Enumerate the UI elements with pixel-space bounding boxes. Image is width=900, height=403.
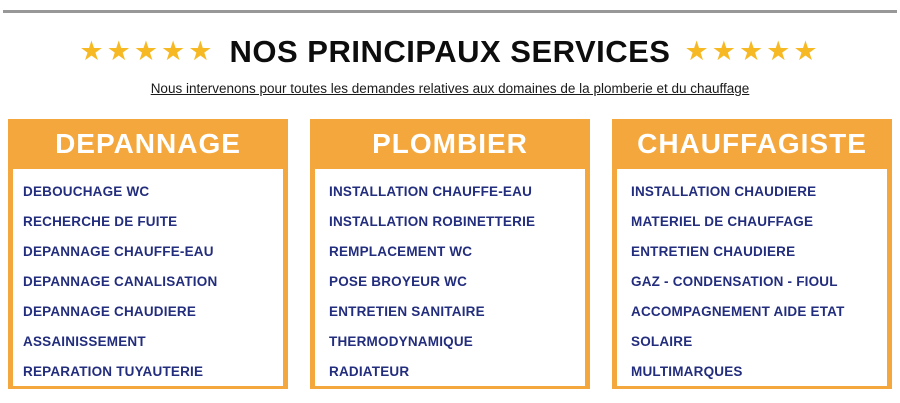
service-column-depannage <box>8 119 288 389</box>
service-link[interactable]: GAZ - CONDENSATION - FIOUL <box>631 273 838 289</box>
column-header-chauffagiste: CHAUFFAGISTE <box>637 128 867 159</box>
service-link[interactable]: DEPANNAGE CANALISATION <box>23 273 218 289</box>
title-row <box>0 31 900 71</box>
service-link[interactable]: SOLAIRE <box>631 333 693 349</box>
column-header-plombier: PLOMBIER <box>372 128 528 159</box>
service-column-plombier <box>310 119 590 389</box>
section-subtitle: Nous intervenons pour toutes les demandes relatives aux domaines de la plomberie et du chauffage <box>150 81 750 96</box>
page-title: NOS PRINCIPAUX SERVICES <box>229 33 671 69</box>
service-link[interactable]: POSE BROYEUR WC <box>329 273 468 289</box>
star-icon: ★ <box>738 35 767 66</box>
star-icon: ★ <box>793 35 821 66</box>
service-link[interactable]: MULTIMARQUES <box>631 363 743 379</box>
star-icon: ★ <box>133 35 162 66</box>
star-icon: ★ <box>188 35 216 66</box>
service-link[interactable]: DEPANNAGE CHAUFFE-EAU <box>23 243 214 259</box>
column-body-depannage <box>13 169 283 386</box>
star-icon: ★ <box>684 35 712 66</box>
service-link[interactable]: REPARATION TUYAUTERIE <box>23 363 204 379</box>
top-divider <box>3 10 897 13</box>
service-link[interactable]: DEPANNAGE CHAUDIERE <box>23 303 197 319</box>
service-link[interactable]: ENTRETIEN SANITAIRE <box>329 303 485 319</box>
column-body-chauffagiste <box>617 169 887 386</box>
star-icon: ★ <box>766 35 794 66</box>
column-body-plombier <box>315 169 585 386</box>
service-link[interactable]: DEBOUCHAGE WC <box>23 183 150 199</box>
service-link[interactable]: REMPLACEMENT WC <box>329 243 473 259</box>
service-link[interactable]: ASSAINISSEMENT <box>23 333 146 349</box>
service-link[interactable]: ENTRETIEN CHAUDIERE <box>631 243 796 259</box>
column-header-depannage: DEPANNAGE <box>55 128 241 159</box>
star-icon: ★ <box>106 35 134 66</box>
service-link[interactable]: RADIATEUR <box>329 363 410 379</box>
star-icon: ★ <box>711 35 739 66</box>
service-link[interactable]: MATERIEL DE CHAUFFAGE <box>631 213 814 229</box>
service-columns <box>0 119 900 389</box>
service-link[interactable]: INSTALLATION CHAUFFE-EAU <box>329 183 533 199</box>
star-rating-right <box>684 35 821 66</box>
service-column-chauffagiste <box>612 119 892 389</box>
service-link[interactable]: THERMODYNAMIQUE <box>329 333 473 349</box>
star-icon: ★ <box>79 35 107 66</box>
service-link[interactable]: ACCOMPAGNEMENT AIDE ETAT <box>631 303 845 319</box>
service-link[interactable]: INSTALLATION ROBINETTERIE <box>329 213 536 229</box>
star-icon: ★ <box>161 35 189 66</box>
service-link[interactable]: RECHERCHE DE FUITE <box>23 213 178 229</box>
service-link[interactable]: INSTALLATION CHAUDIERE <box>631 183 817 199</box>
star-rating-left <box>79 35 216 66</box>
